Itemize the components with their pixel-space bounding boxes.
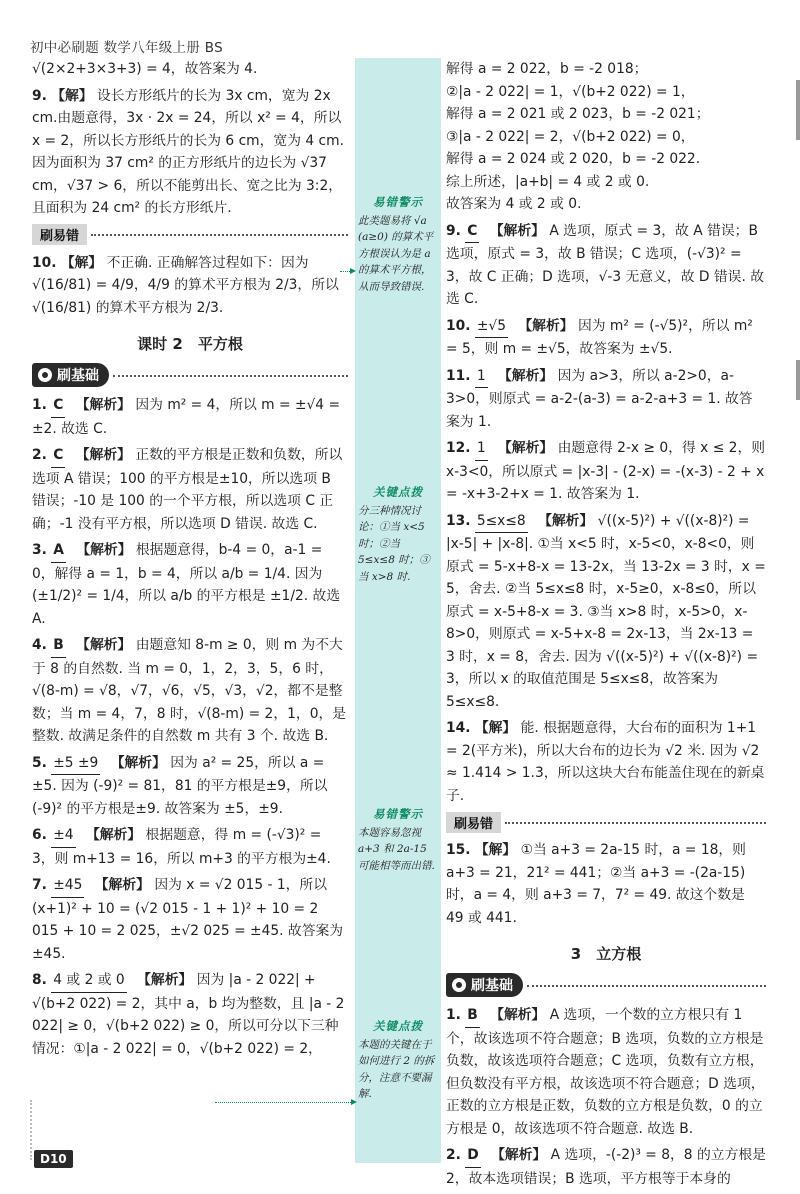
answer-2 [32, 444, 348, 535]
section-label: 刷基础 [471, 978, 513, 994]
note-text: 本题的关键在于如何进行 2 的拆分，注意不要漏解. [358, 1038, 435, 1100]
dotted-divider [505, 821, 766, 824]
answer-text: 因为 a>3，所以 a-2>0，a-3>0，则原式 = a-2-(a-3) = a-2-a+3 = 1. 故答案为 1. [446, 367, 753, 430]
solution-tag: 【解析】 [76, 542, 132, 558]
question-number: 1. [32, 397, 47, 413]
corner-decoration [0, 1100, 32, 1160]
solution-tag: 【解析】 [85, 827, 142, 843]
answer-14 [446, 717, 766, 807]
page-number: D10 [34, 1150, 73, 1168]
answer-10 [446, 315, 766, 361]
answer-text: 不正确. 正确解答过程如下：因为 √(16/81) = 4/9，4/9 的算术平方根为 2/3，所以 √(16/81) 的算术平方根为 2/3. [32, 254, 339, 316]
question-number: 15. [446, 842, 471, 858]
solution-tag: 【解析】 [490, 1007, 546, 1023]
dotted-divider [527, 984, 766, 987]
answer-text: 正数的平方根是正数和负数，所以选项 A 错误；100 的平方根是±10，所以选项 B 错误；-10 是 100 的一个平方根，所以选项 C 正确；-1 没有平方根，所以选项 D 错误. 故选 C. [32, 447, 343, 532]
answer-blank: 4 或 2 或 0 [51, 969, 126, 993]
solution-tag: 【解析】 [137, 972, 193, 988]
right-line-1: 解得 a = 2 022，b = -2 018； [446, 61, 648, 77]
question-number: 10. [446, 317, 471, 334]
answer-10 [32, 252, 348, 320]
answer-text: √((x-5)²) + √((x-8)²) = |x-5| + |x-8|. ①当 x<5 时，x-5<0，x-8<0，则原式 = 5-x+8-x = 13-2x，当 13-2x = 3 时，x = 5，舍去. ②当 5≤x≤8 时，x-5≥0，x-8≤0，所以原式 = x-5+8-x = 3. ③当 x>8 时，x-5>0，x-8>0，则原式 = x-5+x-8 = 2x-13，当 2x-13 = 3 时，x = 8，舍去. 因为 √((x-5)²) + √((x-8)²) = 3，所以 x 的取值范围是 5≤x≤8，故答案为 5≤x≤8. [446, 512, 766, 710]
question-number: 7. [32, 877, 47, 893]
solution-tag: 【解析】 [538, 512, 594, 529]
answer-blank: ±4 [51, 824, 75, 848]
solution-tag: 【解析】 [75, 447, 131, 463]
answer-7 [32, 874, 348, 965]
question-number: 9. [446, 222, 461, 239]
answer-4 [32, 634, 348, 748]
answer-blank: ±45 [51, 874, 84, 898]
answer-text: 设长方形纸片的长为 3x cm，宽为 2x cm.由题意得，3x · 2x = 24，所以 x² = 4，所以 x = 2，所以长方形纸片的长为 6 cm，宽为 4 cm. 因为面积为 37 cm² 的正方形纸片的边长为 √37 cm，√37 > 6，所以不能剪出长、宽之比为 3:2，且面积为 24 cm² 的长方形纸片. [32, 87, 344, 216]
answer-15 [446, 839, 766, 929]
right-line-3: 解得 a = 2 021 或 2 023，b = -2 021； [446, 106, 710, 122]
badge-icon [452, 978, 466, 992]
question-number: 3. [32, 542, 47, 558]
dotted-divider [113, 374, 348, 377]
answer-9 [32, 85, 348, 220]
solution-tag: 【解析】 [94, 877, 150, 893]
cube-root-answer-1 [446, 1004, 766, 1140]
answer-blank: 1 [475, 365, 488, 389]
answer-choice: A [51, 539, 66, 563]
answer-text: ①当 a+3 = 2a-15 时，a = 18，则 a+3 = 21，21² = 441；②当 a+3 = -(2a-15) 时，a = 4，则 a+3 = 7，7² = 49. 故这个数是 49 或 441. [446, 842, 746, 926]
answer-blank: 5≤x≤8 [475, 510, 528, 534]
lesson-title: 课时 2 平方根 [137, 335, 243, 353]
margin-note-4 [358, 1018, 438, 1103]
answer-choice: B [51, 634, 66, 658]
solution-tag: 【解析】 [489, 222, 545, 239]
answer-13 [446, 510, 766, 714]
solution-tag: 【解】 [474, 842, 517, 858]
note-arrow-2 [215, 1102, 355, 1103]
answer-choice: C [51, 394, 65, 418]
answer-9 [446, 220, 766, 311]
page-header: 初中必刷题 数学八年级上册 BS [30, 40, 223, 56]
solution-tag: 【解】 [474, 720, 517, 736]
right-line-6: 综上所述，|a+b| = 4 或 2 或 0. [446, 173, 650, 190]
section-badge [32, 363, 109, 387]
answer-blank: 1 [475, 437, 488, 461]
question-number: 11. [446, 367, 471, 384]
left-line-0: √(2×2+3×3+3) = 4，故答案为 4. [32, 61, 258, 77]
cube-root-answer-2 [446, 1144, 766, 1190]
answer-12 [446, 437, 766, 506]
section-bar-yicuo [446, 811, 766, 833]
right-column [446, 58, 766, 1194]
question-number: 4. [32, 637, 47, 653]
answer-6 [32, 824, 348, 870]
section-bar-jichu [446, 972, 766, 998]
answer-11 [446, 365, 766, 434]
question-number: 2. [446, 1147, 461, 1163]
answer-text: 由题意知 8-m ≥ 0，则 m 为不大于 8 的自然数. 当 m = 0，1，2，3，5，6 时，√(8-m) = √8，√7，√6，√5，√3，√2，都不是整数；当 m = 4，7，8 时，√(8-m) = 2，1，0，是整数. 故满足条件的自然数 m 共有 3 个. 故选 B. [32, 637, 347, 744]
question-number: 10. [32, 254, 57, 271]
section-bar-yicuo [32, 224, 348, 246]
right-line-7: 故答案为 4 或 2 或 0. [446, 196, 582, 212]
edge-mark [796, 80, 800, 140]
answer-1 [32, 394, 348, 440]
answer-text: 因为 a² = 25，所以 a = ±5. 因为 (-9)² = 81，81 的平方根是±9，所以 (-9)² 的平方根是±9. 故答案为 ±5，±9. [32, 754, 328, 817]
answer-text: 能. 根据题意得，大台布的面积为 1+1 = 2(平方米)，所以大台布的边长为 √2 米. 因为 √2 ≈ 1.414 > 1.3，所以这块大台布能盖住现在的新桌子. [446, 720, 765, 804]
question-number: 1. [446, 1007, 461, 1023]
solution-tag: 【解】 [60, 254, 103, 271]
question-number: 9. [32, 87, 47, 104]
question-number: 13. [446, 512, 471, 529]
right-line-4: ③|a - 2 022| = 2，√(b+2 022) = 0， [446, 128, 695, 145]
solution-tag: 【解析】 [498, 440, 554, 456]
answer-text: 因为 |a - 2 022| + √(b+2 022) = 2，其中 a，b 均为整数，且 |a - 2 022| ≥ 0，√(b+2 022) ≥ 0，所以可分以下三种情况：①|a - 2 022| = 0，√(b+2 022) = 2， [32, 972, 345, 1057]
question-number: 12. [446, 440, 471, 456]
badge-icon [38, 368, 52, 382]
section-label: 刷易错 [446, 812, 501, 833]
note-text: 此类题易将 √a (a≥0) 的算术平方根误认为是 a 的算术平方根，从而导致错误. [358, 214, 434, 293]
answer-text: A 选项，一个数的立方根只有 1 个，故该选项不符合题意；B 选项，负数的立方根是负数，故该选项符合题意；C 选项，负数有立方根，但负数没有平方根，故该选项不符合题意；D 选项，正数的立方根是正数，负数的立方根是负数，0 的立方根是 0，故该选项不符合题意. 故选 B. [446, 1007, 765, 1137]
left-column [32, 58, 348, 1064]
answer-choice: C [465, 220, 479, 244]
answer-blank: ±5 ±9 [51, 752, 100, 776]
answer-text: 根据题意得，b-4 = 0，a-1 = 0，解得 a = 1，b = 4，所以 a/b = 1/4. 因为 (±1/2)² = 1/4，所以 a/b 的平方根是 ±1/2. 故选 A. [32, 542, 341, 627]
section-bar-jichu [32, 362, 348, 388]
answer-text: A 选项，-(-2)³ = 8，8 的立方根是 2，故本选项错误；B 选项，平方根等于本身的 [446, 1147, 766, 1187]
solution-tag: 【解析】 [75, 397, 131, 413]
answer-3 [32, 539, 348, 630]
solution-tag: 【解析】 [518, 317, 574, 334]
section-badge [446, 973, 523, 997]
question-number: 5. [32, 754, 47, 771]
note-text: 分三种情况讨论：①当 x<5 时；②当 5≤x≤8 时；③当 x>8 时. [358, 504, 430, 583]
solution-tag: 【解析】 [76, 637, 132, 653]
note-text: 本题容易忽视 a+3 和 2a-15 可能相等而出错. [358, 826, 435, 872]
question-number: 8. [32, 972, 47, 988]
solution-tag: 【解】 [51, 87, 93, 104]
section-title: 3 立方根 [570, 945, 642, 963]
answer-5 [32, 752, 348, 821]
answer-text: A 选项，原式 = 3，故 A 错误；B 选项，原式 = 3，故 B 错误；C 选项，(-√3)² = 3，故 C 正确；D 选项，√-3 无意义，故 D 错误. 故选 C. [446, 222, 765, 307]
right-line-5: 解得 a = 2 024 或 2 020，b = -2 022. [446, 151, 701, 167]
answer-text: 因为 x = √2 015 - 1，所以 (x+1)² + 10 = (√2 015 - 1 + 1)² + 10 = 2 015 + 10 = 2 025，±√2 025 = ±45. 故答案为 ±45. [32, 877, 344, 962]
note-title: 关键点拨 [373, 485, 423, 499]
answer-blank: ±√5 [475, 315, 508, 339]
section-label: 刷基础 [57, 368, 99, 384]
edge-mark [796, 360, 800, 400]
note-title: 关键点拨 [373, 1019, 423, 1033]
answer-text: 因为 m² = 4，所以 m = ±√4 = ±2. 故选 C. [32, 397, 341, 437]
solution-tag: 【解析】 [491, 1147, 547, 1163]
solution-tag: 【解析】 [498, 367, 554, 384]
question-number: 2. [32, 447, 47, 463]
margin-note-3 [358, 806, 438, 874]
answer-choice: D [465, 1144, 480, 1168]
note-title: 易错警示 [373, 195, 423, 209]
answer-text: 因为 m² = (-√5)²，所以 m² = 5，则 m = ±√5，故答案为 ±√5. [446, 317, 753, 357]
answer-text: 根据题意，得 m = (-√3)² = 3，则 m+13 = 16，所以 m+3 的平方根为±4. [32, 827, 331, 867]
solution-tag: 【解析】 [110, 754, 166, 771]
question-number: 6. [32, 827, 47, 843]
section-label: 刷易错 [32, 224, 87, 245]
question-number: 14. [446, 720, 471, 736]
answer-8 [32, 969, 348, 1060]
note-title: 易错警示 [373, 807, 423, 821]
margin-note-1 [358, 194, 438, 295]
dotted-divider [91, 233, 348, 236]
margin-note-2 [358, 484, 438, 585]
answer-choice: B [465, 1004, 480, 1028]
right-line-2: ②|a - 2 022| = 1，√(b+2 022) = 1， [446, 83, 695, 100]
answer-text: 由题意得 2-x ≥ 0，得 x ≤ 2，则 x-3<0，所以原式 = |x-3| - (2-x) = -(x-3) - 2 + x = -x+3-2+x = 1. 故答案为 1. [446, 440, 766, 502]
answer-choice: C [51, 444, 65, 468]
